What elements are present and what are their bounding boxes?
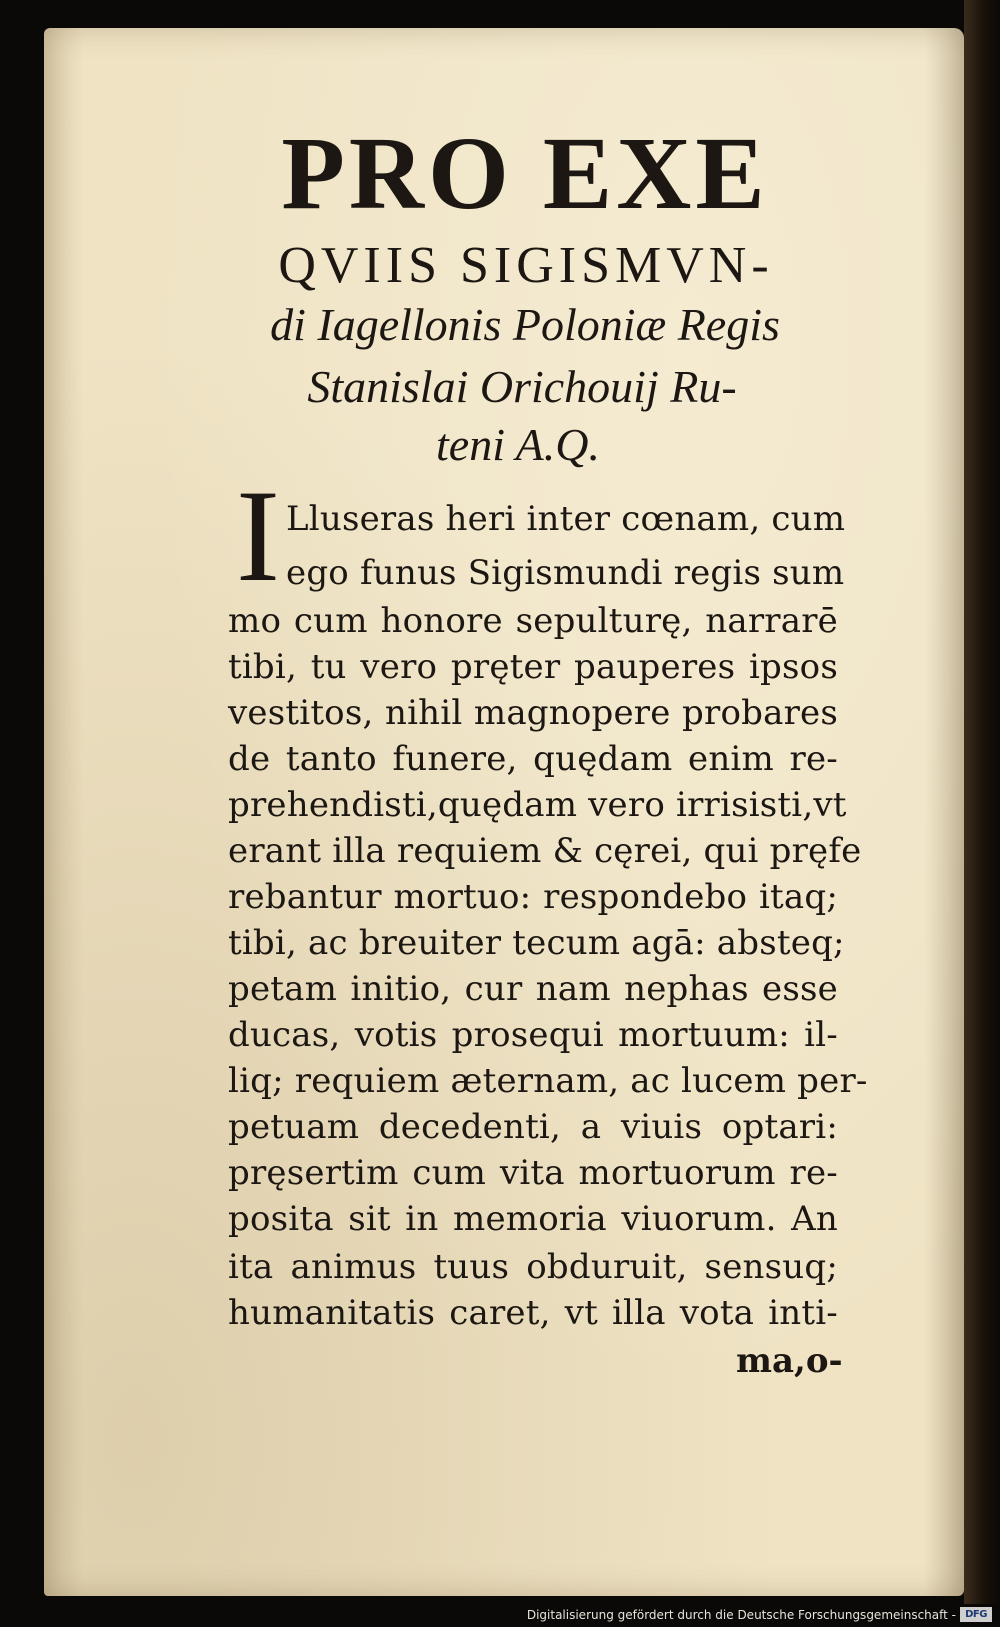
body-line: mo cum honore sepulturę, narrarē	[228, 601, 838, 641]
title-line-3: di Iagellonis Poloniæ Regis	[270, 299, 780, 350]
title-line-4: Stanislai Orichouij Ru-	[307, 361, 737, 412]
body-line: humanitatis caret, vt illa vota inti-	[228, 1293, 838, 1333]
title-line-2: QVIIS SIGISMVN-	[278, 237, 774, 294]
body-line: vestitos, nihil magnopere probares	[228, 693, 838, 733]
body-line: erant illa requiem & cęrei, qui pręfe	[228, 831, 862, 871]
body-line: pręsertim cum vita mortuorum re-	[228, 1153, 838, 1193]
body-line: ducas, votis prosequi mortuum: il-	[228, 1015, 838, 1055]
body-line: prehendisti,quędam vero irrisisti,vt	[228, 785, 847, 825]
digitization-footer	[0, 1604, 1000, 1627]
body-line: petam initio, cur nam nephas esse	[228, 969, 838, 1009]
title-line-5: teni A.Q.	[436, 419, 600, 470]
catchword: ma,o-	[736, 1341, 843, 1381]
body-line: tibi, tu vero pręter pauperes ipsos	[228, 647, 838, 687]
body-line: petuam decedenti, a viuis optari:	[228, 1107, 838, 1147]
dfg-logo: DFG	[960, 1607, 992, 1622]
body-line: de tanto funere, quędam enim re-	[228, 739, 838, 779]
body-line: tibi, ac breuiter tecum agā: absteq;	[228, 923, 845, 963]
drop-cap-initial: I	[236, 462, 280, 609]
body-line: ita animus tuus obduruit, sensuq;	[228, 1247, 838, 1287]
body-line: posita sit in memoria viuorum. An	[228, 1199, 838, 1239]
body-line: liq; requiem æternam, ac lucem per-	[228, 1061, 868, 1101]
funding-credit-text: Digitalisierung gefördert durch die Deutsche Forschungsgemeinschaft -	[526, 1608, 956, 1622]
body-line: Lluseras heri inter cœnam, cum	[286, 499, 846, 539]
body-line: rebantur mortuo: respondebo itaq;	[228, 877, 838, 917]
body-line: ego funus Sigismundi regis sum	[286, 553, 845, 593]
title-line-1: PRO EXE	[281, 116, 769, 231]
